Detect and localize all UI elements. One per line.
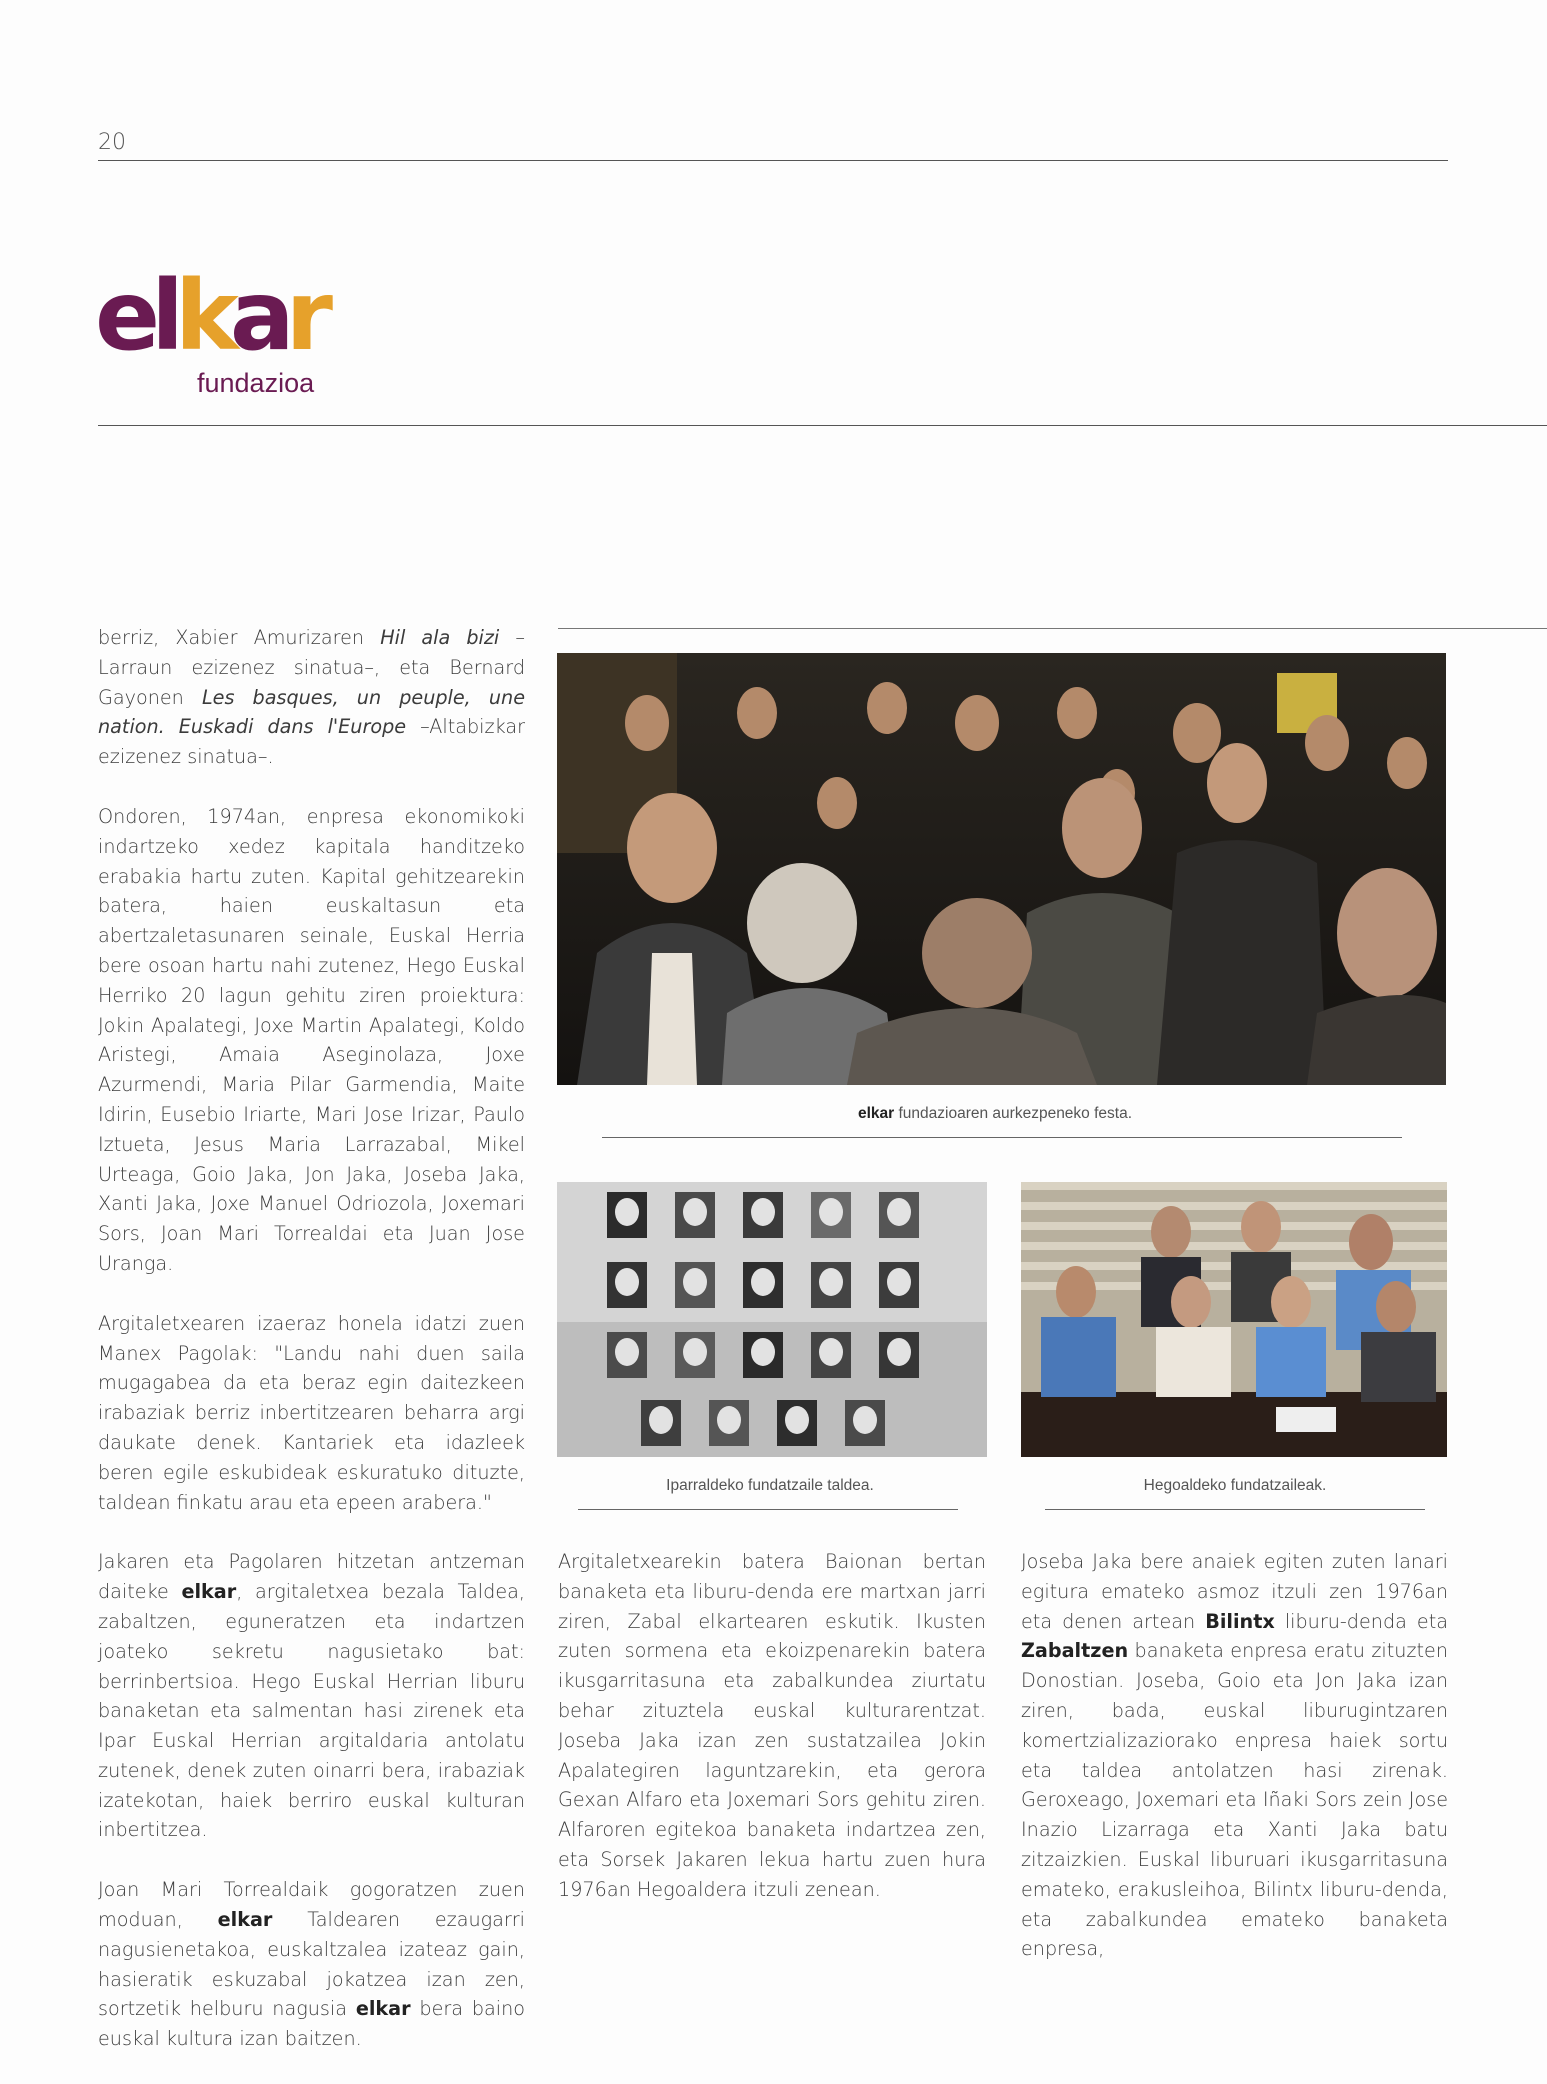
paragraph: Jakaren eta Pagolaren hitzetan antzeman daiteke elkar, argitaletxea bezala Taldea, zabaltzen, eguneratzen eta indartzen joateko sekretu nagusietako bat: berrinbertsioa. Hego Euskal Herrian liburu banaketan eta salmentan hasi zirenek eta Ipar Euskal Herrian argitaldaria antolatu zutenek, denek zuten oinarri bera, irabaziak izatekotan, haiek berriro euskal kulturan inbertitzea.: [98, 1550, 525, 1842]
text-column-right: [1021, 1547, 1448, 1994]
caption-rule: [578, 1509, 958, 1510]
caption-rule: [602, 1137, 1402, 1138]
right-photo-caption: Hegoaldeko fundatzaileak.: [1143, 1477, 1327, 1494]
page-number: 20: [98, 130, 126, 155]
paragraph: Joseba Jaka bere anaiek egiten zuten lanari egitura emateko asmoz itzuli zen 1976an eta denen artean Bilintx liburu-denda eta Zabaltzen banaketa enpresa eratu zituzten Donostian. Joseba, Goio eta Jon Jaka izan ziren, bada, euskal liburugintzaren komertzializaziorako enpresa haiek sortu eta taldea antolatzen hasi zirenak. Geroxeago, Joxemari eta Iñaki Sors zein Jose Inazio Lizarraga eta Xanti Jaka batu zitzaizkien. Euskal liburuari ikusgarritasuna emateko, erakusleihoa, Bilintx liburu-denda, eta zabalkundea emateko banaketa enpresa,: [1021, 1550, 1448, 1961]
logo-subtitle: fundazioa: [197, 368, 315, 398]
left-photo-caption: Iparraldeko fundatzaile taldea.: [666, 1477, 874, 1494]
main-photo-crowd: [557, 653, 1446, 1085]
text-column-middle: [558, 1547, 986, 1935]
main-photo-caption: elkar fundazioaren aurkezpeneko festa.: [857, 1105, 1133, 1122]
paragraph: Argitaletxearen izaeraz honela idatzi zuen Manex Pagolak: "Landu nahi duen saila mugagabea da eta beraz egin daitezkeen irabaziak berriz inbertitzearen beharra argi daukate denek. Kantariek eta idazleek beren egile eskubideak eskuratuko dituzte, taldean finkatu arau eta epeen arabera.": [98, 1311, 525, 1514]
photo-iparralde-portraits: [557, 1182, 987, 1457]
photo-hegoalde-founders: [1021, 1182, 1447, 1457]
text-column-left: [98, 623, 525, 2084]
header-rule: [98, 160, 1448, 161]
paragraph: Joan Mari Torrealdaik gogoratzen zuen moduan, elkar Taldearen ezaugarri nagusienetakoa, euskaltzalea izateaz gain, hasieratik eskuzabal jokatzea izan zen, sortzetik helburu nagusia elkar bera baino euskal kultura izan baitzen.: [98, 1878, 526, 2051]
elkar-fundazioa-logo: [95, 260, 335, 398]
paragraph: Argitaletxearekin batera Baionan bertan banaketa eta liburu-denda ere martxan jarri ziren, Zabal elkartearen eskutik. Ikusten zuten sormena eta ekoizpenarekin batera ikusgarritasuna eta zabalkundea ziurtatu behar zituztela euskal kulturarentzat. Joseba Jaka izan zen sustatzailea Jokin Apalategiren laguntzarekin, eta gerora Gexan Alfaro eta Joxemari Sors gehitu ziren. Alfaroren egitekoa banaketa indartzea zen, eta Sorsek Jakaren lekua hartu zuen hura 1976an Hegoaldera itzuli zenean.: [558, 1550, 986, 1901]
paragraph: Ondoren, 1974an, enpresa ekonomikoki indartzeko xedez kapitala handitzeko erabakia hartu zuten. Kapital gehitzearekin batera, haien euskaltasun eta abertzaletasunaren seinale, Euskal Herria bere osoan hartu nahi zutenez, Hego Euskal Herriko 20 lagun gehitu ziren proiektura: Jokin Apalategi, Joxe Martin Apalategi, Koldo Aristegi, Amaia Aseginolaza, Joxe Azurmendi, Maria Pilar Garmendia, Maite Idirin, Eusebio Iriarte, Mari Jose Irizar, Paulo Iztueta, Jesus Maria Larrazabal, Mikel Urteaga, Goio Jaka, Jon Jaka, Joseba Jaka, Xanti Jaka, Joxe Manuel Odriozola, Joxemari Sors, Joan Mari Torrealdai eta Juan Jose Uranga.: [98, 804, 525, 1275]
paragraph: berriz, Xabier Amurizaren Hil ala bizi –Larraun ezizenez sinatua–, eta Bernard Gayonen Les basques, un peuple, une nation. Euskadi dans l'Europe –Altabizkar ezizenez sinatua–.: [98, 626, 526, 769]
logo-rule: [98, 425, 1547, 426]
caption-rule: [1045, 1509, 1425, 1510]
photo-top-rule: [558, 628, 1547, 629]
logo-wordmark: elkar: [95, 260, 324, 372]
